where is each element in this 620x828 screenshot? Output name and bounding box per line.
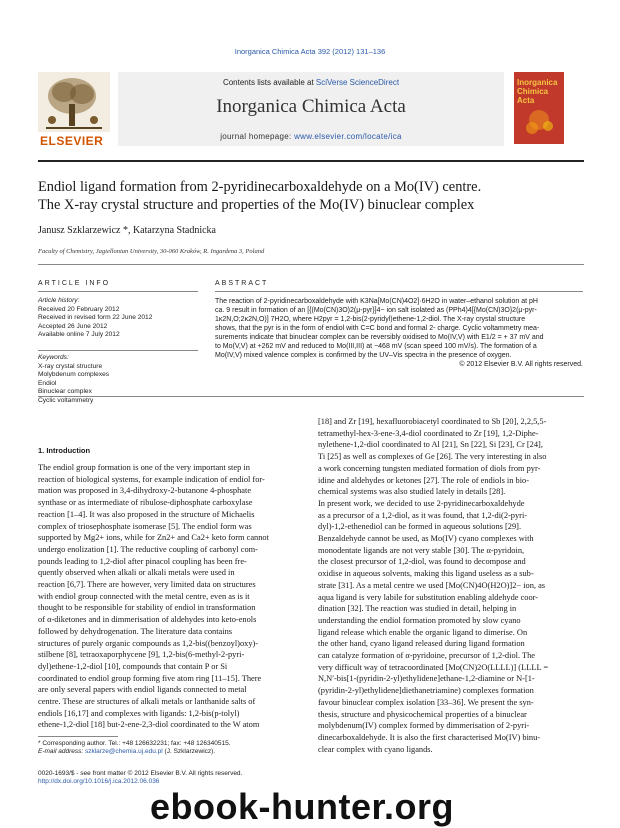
footnote-contact: * Corresponding author. Tel.: +48 126632231; fax: +48 126340515. <box>38 740 231 747</box>
body-text-line: strate [31]. As a metal centre we used [Mo(CN)4O(H2O)]2− ion, as <box>318 580 546 590</box>
body-text-line: complex of triosephosphate isomerase [5]. The endiol form was <box>38 521 252 531</box>
abstract-line: shows, that the pyr is in the form of endiol with C=C bond and formal 2- charge. Cyclic voltammetry mea- <box>215 325 540 332</box>
body-text-line: ethene-1,2-diol [18] but-2-ene-2,3-diol coordinated to the W atom <box>38 720 260 730</box>
keyword-item: Binuclear complex <box>38 388 92 395</box>
body-text-line: The endiol group formation is one of the very important step in <box>38 463 250 472</box>
body-text-line: centre. These are structures of alkali metals or lanthanide salts of <box>38 697 256 707</box>
email-suffix: (J. Szklarzewicz). <box>162 748 216 755</box>
history-online: Available online 7 July 2012 <box>38 331 120 338</box>
introduction-heading: 1. Introduction <box>38 446 91 455</box>
journal-masthead <box>38 72 584 152</box>
email-label: E-mail address: <box>38 748 85 755</box>
watermark-text: ebook-hunter.org <box>150 786 454 827</box>
article-title <box>38 178 584 214</box>
abstract-line: Mo(IV,V) mixed valence complex is confirmed by the UV–Vis spectra in the presence of oxygen. <box>215 352 512 359</box>
body-text-line: are only several papers with endiol ligands connected to metal <box>38 685 247 695</box>
body-text-line: thesis, structure and physicochemical properties of a binuclear <box>318 709 527 719</box>
body-text-line: thought to be responsible for stability of endiol in transformation <box>38 603 256 613</box>
body-text-line: dinecarboxaldehyde. It is also the first characterised Mo(IV) binu- <box>318 732 541 742</box>
body-text-line: idine and aldehydes or ketones [27]. The role of endiols in bio- <box>318 475 530 485</box>
body-text-line: clear complex with cyano ligands. <box>318 744 433 754</box>
body-text-line: tetramethyl-hex-3-ene-3,4-diol coordinated to Zr [19], 1,2-Diphe- <box>318 428 539 438</box>
footnote-rule <box>38 736 118 737</box>
body-text-line: the closest precursor of 1,2-diol, was found to decompose and <box>318 557 526 567</box>
journal-title: Inorganica Chimica Acta <box>216 96 406 117</box>
article-info-heading: ARTICLE INFO <box>38 280 111 287</box>
body-text-line: undergo enolization [1]. The reductive coupling of carbonyl com- <box>38 544 258 554</box>
abstract-divider <box>38 396 584 397</box>
affiliation-divider <box>38 264 584 265</box>
history-received: Received 20 February 2012 <box>38 305 120 313</box>
article-history <box>38 297 203 340</box>
keyword-item: X-ray crystal structure <box>38 362 103 370</box>
intro-column-left <box>38 462 304 731</box>
abstract-rule <box>215 291 583 292</box>
homepage-link[interactable]: www.elsevier.com/locate/ica <box>294 132 402 141</box>
author-email-link[interactable]: szklarze@chemia.uj.edu.pl <box>84 748 163 755</box>
body-text-line: oxidise in aqueous solvents, making this ligand useless as a sub- <box>318 569 534 579</box>
abstract-heading: ABSTRACT <box>215 280 269 287</box>
journal-cover-image <box>514 72 564 144</box>
title-line-2: The X-ray crystal structure and properties of the Mo(IV) binuclear complex <box>38 197 475 213</box>
header-divider <box>38 160 584 162</box>
body-text-line: pounds leading to 1,2-diol after pinacol coupling has been fre- <box>38 556 247 566</box>
body-text-line: can catalyze formation of α-pyridoine, precursor of 1,2-diol. The <box>318 651 536 661</box>
body-text-line: very difficult way of tetracoordinated [Mo(CN)2O(LLLL)] (LLLL = <box>318 662 549 672</box>
keywords-rule <box>38 350 198 351</box>
body-text-line: In present work, we decided to use 2-pyridinecarboxaldehyde <box>318 498 525 508</box>
body-text-line: quently observed when alkali or alkali metals were used in <box>38 568 235 578</box>
abstract-line: ca. 9 result in formation of an [{(Mo(CN)3O)2(μ-pyr}]4− ion salt isolated as (PPh4)4[{Mo(CN)3O}2(μ-pyr- <box>215 307 537 314</box>
elsevier-wordmark: ELSEVIER <box>40 134 104 148</box>
body-text-line: monodentate ligands are not very stable [30]. The α-pyridoin, <box>318 545 525 555</box>
history-label: Article history: <box>38 297 80 304</box>
keywords-label: Keywords: <box>38 354 69 361</box>
body-text-line: (pyridin-2-yl)ethylidene]diethanetriamine) complexes formation <box>318 686 534 696</box>
homepage-line <box>118 132 504 141</box>
body-text-line: dyl)-1,2-ethenediol can be formed in aqueous solutions [29]. <box>318 522 522 532</box>
sciencedirect-link[interactable]: SciVerse ScienceDirect <box>315 78 400 87</box>
body-text-line: stilbene [8], tetraoxaporphycene [9], 1,2-bis(6-methyl-2-pyri- <box>38 650 245 660</box>
issn-block <box>38 770 242 786</box>
cover-graphic <box>514 72 564 144</box>
body-text-line: coordinated to endiol group forming five atom ring [11–15]. There <box>38 673 262 683</box>
body-text-line: reaction of biological systems, for example indication of endiol for- <box>38 474 265 484</box>
title-line-1: Endiol ligand formation from 2-pyridinecarboxaldehyde on a Mo(IV) centre. <box>38 179 482 195</box>
journal-header-box <box>118 72 504 146</box>
intro-column-right <box>318 416 584 755</box>
body-text-line: mation was proposed in 3,4-dihydroxy-2-butanone 4-phosphate <box>38 486 252 496</box>
body-text-line: the other hand, cyano ligand released during ligand formation <box>318 639 525 649</box>
author-list[interactable]: Janusz Szklarzewicz *, Katarzyna Stadnicka <box>38 225 216 236</box>
body-text-line: ligand release which enable the organic ligand to dimerise. On <box>318 627 528 637</box>
body-text-line: endiols [16,17] and complexes with ligands: 1,2-bis(p-tolyl) <box>38 708 240 718</box>
body-text-line: dyl)ethene-1,2-diol [10], compounds that contain P or Si <box>38 661 228 671</box>
body-text-line: chemical systems was also studied lately in details [28]. <box>318 487 506 497</box>
body-text-line: [18] and Zr [19], hexafluorobiacetyl coordinated to Sb [20], 2,2,5,5- <box>318 417 547 426</box>
abstract-line: 1κ2N,O;2κ2N,O)] 7H2O, where H2pyr = 1,2-bis(2-pyridyl)ethene-1,2-diol. The X-ray crystal structure <box>215 316 526 323</box>
corresponding-author-footnote <box>38 740 231 756</box>
author-affiliation: Faculty of Chemistry, Jagiellonian University, 30-060 Kraków, R. Ingardena 3, Poland <box>38 248 265 255</box>
body-text-line: N,N′-bis[1-(pyridin-2-yl)ethylidene]ethane-1,2-diamine or N-[1- <box>318 674 535 684</box>
abstract-line: surements indicate that binuclear complex can be reversibly oxidised to Mo(IV,V) with E1/2 = + 37 mV and <box>215 334 544 341</box>
body-text-line: Ti [25] as well as complexes of Ge [26]. The very interesting in also <box>318 452 547 462</box>
history-accepted: Accepted 26 June 2012 <box>38 322 108 330</box>
body-text-line: favour binuclear complex isolation [33–36]. We present the syn- <box>318 697 534 707</box>
body-text-line: structures of purely organic compounds as 1,2-bis((benzoyl)oxy)- <box>38 638 259 648</box>
article-info-rule <box>38 291 198 292</box>
homepage-prefix: journal homepage: <box>220 132 295 141</box>
body-text-line: of α-diketones and in dimmerisation of aldehydes into keto-enols <box>38 615 257 625</box>
abstract-line: The reaction of 2-pyridinecarboxaldehyde with K3Na[Mo(CN)4O2]·6H2O in water–ethanol solution at pH <box>215 298 538 305</box>
contents-prefix: Contents lists available at <box>222 78 316 87</box>
body-text-line: reaction [1–4]. It was also proposed in the structure of Michaelis <box>38 509 255 519</box>
footnote-email-line <box>38 748 231 756</box>
keyword-item: Endiol <box>38 379 57 387</box>
contents-line <box>118 78 504 87</box>
journal-reference[interactable]: Inorganica Chimica Acta 392 (2012) 131–136 <box>234 47 386 56</box>
keywords-list <box>38 354 203 405</box>
body-text-line: a work concerning tungsten mediated formation of diols from pyr- <box>318 463 541 473</box>
body-text-line: understanding the endiol formation promoted by slow cyano <box>318 615 521 625</box>
body-text-line: synthase or as intermediate of ribulose-diphosphate carboxylase <box>38 498 253 508</box>
body-text-line: nylethene-1,2-diol coordinated to Al [21], Sn [22], Si [23], Cr [24], <box>318 440 543 450</box>
body-text-line: aqua ligand is very labile for substitution enabling aldehyde coor- <box>318 592 539 602</box>
abstract-copyright: © 2012 Elsevier B.V. All rights reserved. <box>459 361 583 368</box>
body-text-line: supported by Mg2+ ions, while for Zn2+ and Ca2+ keto form cannot <box>38 533 269 543</box>
keyword-item: Cyclic voltammetry <box>38 396 94 404</box>
body-text-line: molybdenum(IV) complex formed by dimmerisation of 2-pyri- <box>318 721 530 731</box>
doi-link[interactable]: http://dx.doi.org/10.1016/j.ica.2012.06.036 <box>38 778 160 785</box>
body-text-line: Benzaldehyde cannot be used, as Mo(IV) cyano complexes with <box>318 534 534 544</box>
body-text-line: reaction [6,7]. There are however, very limited data on structures <box>38 580 256 590</box>
keyword-item: Molybdenum complexes <box>38 371 110 378</box>
body-text-line: as a precursor of a 1,2-diol, as it was found, that 1,2-di(2-pyri- <box>318 510 528 520</box>
body-text-line: dination [32]. The reaction was studied in detail, helping in <box>318 604 517 614</box>
history-revised: Received in revised form 22 June 2012 <box>38 314 153 321</box>
abstract-line: to Mo(V,V) at +262 mV and reduced to Mo(III,III) at −468 mV (scan speed 100 mV/s). The formation of a <box>215 343 537 350</box>
issn-line: 0020-1693/$ - see front matter © 2012 Elsevier B.V. All rights reserved. <box>38 770 243 777</box>
abstract-body <box>215 297 583 369</box>
body-text-line: with endiol group connected with the metal centre, even as is it <box>38 591 250 601</box>
body-text-line: followed by dehydrogenation. The literature data contains <box>38 626 233 636</box>
cover-title: Inorganica Chimica Acta <box>517 78 558 105</box>
